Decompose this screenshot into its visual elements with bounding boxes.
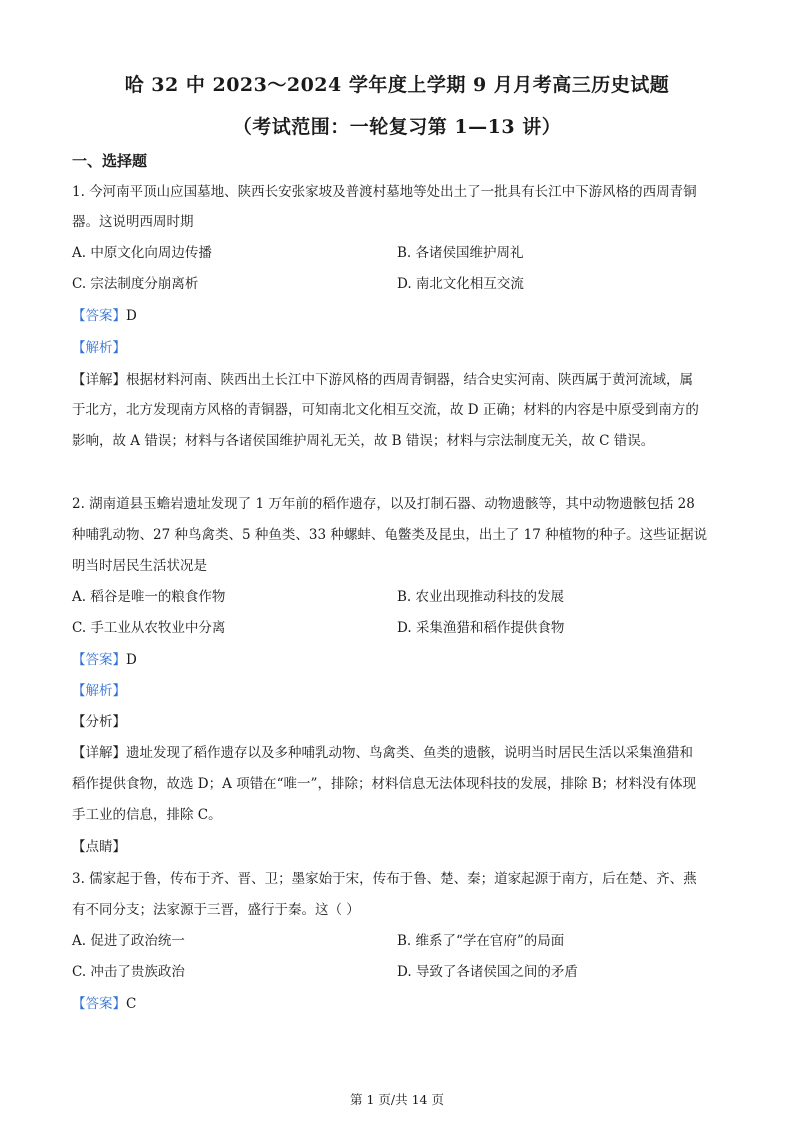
- q2-detail-text: 遗址发现了稻作遗存以及多种哺乳动物、鸟禽类、鱼类的遗骸，说明当时居民生活以采集渔猎和: [126, 745, 693, 761]
- q3-option-a: A. 促进了政治统一: [72, 933, 185, 949]
- q2-detail-line: [72, 743, 724, 763]
- q1-detail-text: 根据材料河南、陕西出土长江中下游风格的西周青铜器，结合史实河南、陕西属于黄河流域，属: [126, 372, 693, 388]
- q2-answer-value: D: [126, 652, 137, 668]
- q2-stem-line: 种哺乳动物、27 种鸟禽类、5 种鱼类、33 种螺蚌、龟鳖类及昆虫，出土了 17 种植物的种子。这些证据说: [72, 527, 708, 543]
- q1-detail-line: 影响，故 A 错误；材料与各诸侯国维护周礼无关，故 B 错误；材料与宗法制度无关，故 C 错误。: [72, 433, 655, 449]
- section-title: 一、选择题: [72, 152, 148, 170]
- answer-label: 【答案】: [72, 652, 126, 668]
- detail-label: 【详解】: [72, 372, 126, 388]
- q1-detail-line: [72, 370, 724, 390]
- q1-option-a: A. 中原文化向周边传播: [72, 245, 212, 261]
- q2-option-a: A. 稻谷是唯一的粮食作物: [72, 589, 226, 605]
- q1-option-d: D. 南北文化相互交流: [397, 276, 524, 292]
- q1-detail-line: 于北方，北方发现南方风格的青铜器，可知南北文化相互交流，故 D 正确；材料的内容是中原受到南方的: [72, 402, 699, 418]
- q3-option-d: D. 导致了各诸侯国之间的矛盾: [397, 964, 578, 980]
- answer-label: 【答案】: [72, 308, 126, 324]
- q2-fenxi-label: 【分析】: [72, 714, 126, 730]
- q2-analysis-label: [72, 681, 724, 701]
- analysis-label: 【解析】: [72, 340, 126, 356]
- page-subtitle: （考试范围：一轮复习第 1—13 讲）: [232, 116, 562, 138]
- q1-option-c: C. 宗法制度分崩离析: [72, 276, 199, 292]
- answer-label: 【答案】: [72, 996, 126, 1012]
- q2-stem-line: 2. 湖南道县玉蟾岩遗址发现了 1 万年前的稻作遗存，以及打制石器、动物遗骸等，其中动物遗骸包括 28: [72, 496, 695, 512]
- q3-answer-value: C: [126, 996, 137, 1012]
- q2-detail-line: 手工业的信息，排除 C。: [72, 807, 222, 823]
- q2-option-d: D. 采集渔猎和稻作提供食物: [397, 620, 565, 636]
- q1-option-b: B. 各诸侯国维护周礼: [397, 245, 524, 261]
- q1-answer-value: D: [126, 308, 137, 324]
- q2-option-b: B. 农业出现推动科技的发展: [397, 589, 565, 605]
- q3-option-c: C. 冲击了贵族政治: [72, 964, 185, 980]
- q3-stem-line: 3. 儒家起于鲁，传布于齐、晋、卫；墨家始于宋，传布于鲁、楚、秦；道家起源于南方，后在楚、齐、燕: [72, 871, 697, 887]
- q2-detail-line: 稻作提供食物，故选 D；A 项错在“唯一”，排除；材料信息无法体现科技的发展，排除 B；材料没有体现: [72, 776, 697, 792]
- q3-answer: [72, 994, 724, 1014]
- q2-answer: [72, 650, 724, 670]
- q2-option-c: C. 手工业从农牧业中分离: [72, 620, 226, 636]
- q3-stem-line: 有不同分支；法家源于三晋，盛行于秦。这（ ）: [72, 902, 360, 918]
- analysis-label: 【解析】: [72, 683, 126, 699]
- q1-stem-line: 器。这说明西周时期: [72, 214, 194, 230]
- q2-comment-label: 【点睛】: [72, 839, 126, 855]
- q2-stem-line: 明当时居民生活状况是: [72, 558, 207, 574]
- page-number-footer: 第 1 页/共 14 页: [350, 1092, 444, 1107]
- page-title: 哈 32 中 2023～2024 学年度上学期 9 月月考高三历史试题: [124, 74, 670, 96]
- q1-analysis-label: [72, 338, 724, 358]
- q3-option-b: B. 维系了“学在官府”的局面: [397, 933, 565, 949]
- detail-label: 【详解】: [72, 745, 126, 761]
- q1-stem-line: 1. 今河南平顶山应国墓地、陕西长安张家坡及普渡村墓地等处出土了一批具有长江中下游风格的西周青铜: [72, 184, 697, 200]
- q1-answer: [72, 306, 724, 326]
